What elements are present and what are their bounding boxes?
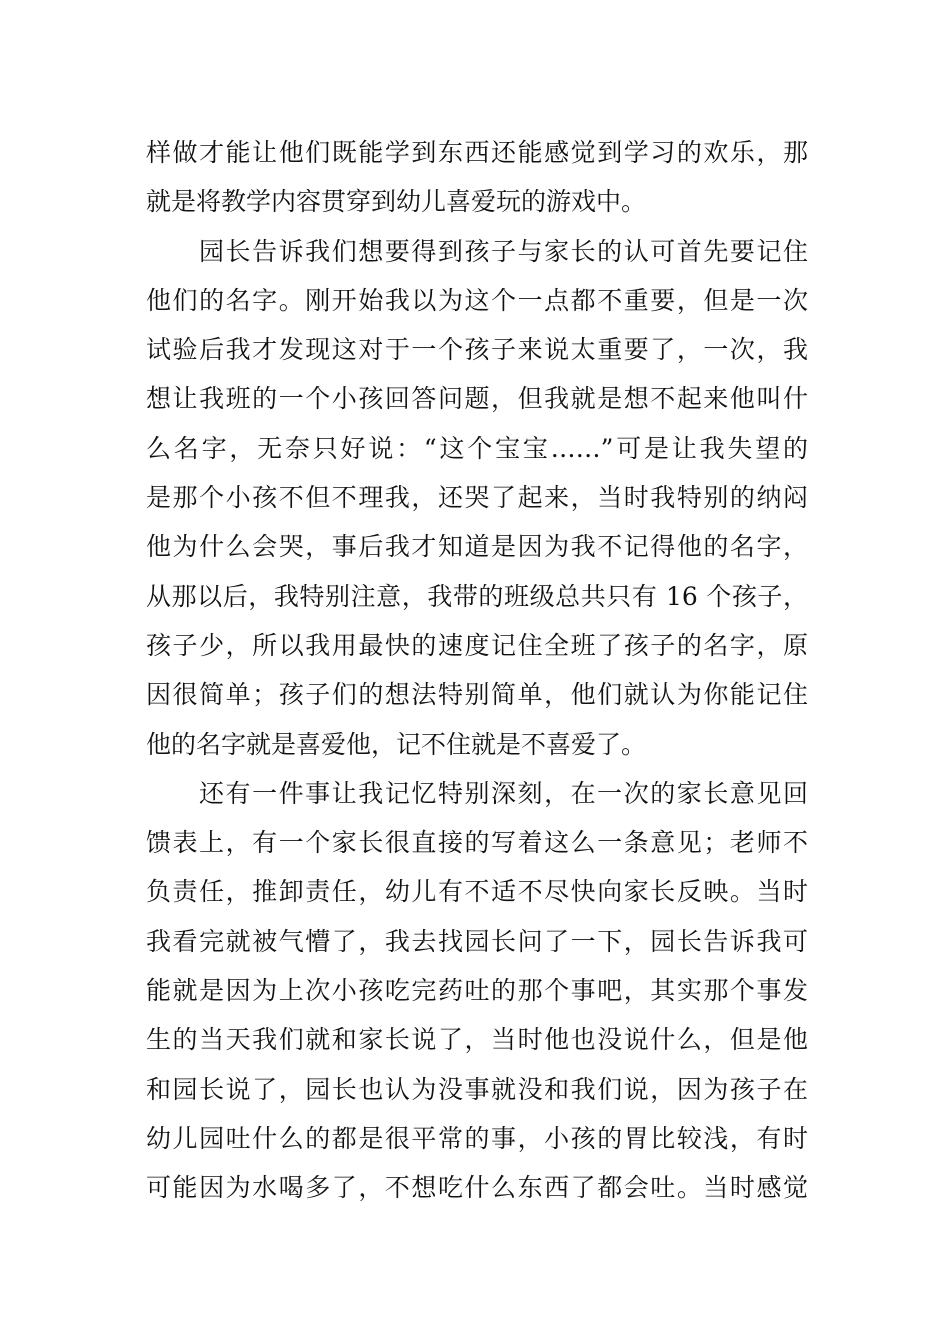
paragraph-first-line: 园长告诉我们想要得到孩子与家长的认可首先要记住 bbox=[199, 236, 808, 266]
text-line: 可能因为水喝多了，不想吃什么东西了都会吐。当时感觉 bbox=[146, 1173, 808, 1203]
text-line: 因很简单；孩子们的想法特别简单，他们就认为你能记住 bbox=[146, 680, 808, 710]
text-line: 馈表上，有一个家长很直接的写着这么一条意见；老师不 bbox=[146, 828, 808, 858]
text-line: 他的名字就是喜爱他，记不住就是不喜爱了。 bbox=[146, 729, 647, 759]
text-line: 孩子少，所以我用最快的速度记住全班了孩子的名字，原 bbox=[146, 630, 808, 660]
text-line: 从那以后，我特别注意，我带的班级总共只有 16 个孩子， bbox=[146, 581, 808, 611]
text-line: 样做才能让他们既能学到东西还能感觉到学习的欢乐，那 bbox=[146, 138, 808, 167]
text-line: 我看完就被气懵了，我去找园长问了一下，园长告诉我可 bbox=[146, 926, 808, 956]
text-line: 负责任，推卸责任，幼儿有不适不尽快向家长反映。当时 bbox=[146, 877, 808, 907]
text-line: 他为什么会哭，事后我才知道是因为我不记得他的名字， bbox=[146, 532, 808, 562]
document-body bbox=[146, 128, 808, 1213]
text-line: 生的当天我们就和家长说了，当时他也没说什么，但是他 bbox=[146, 1025, 808, 1055]
text-line: 幼儿园吐什么的都是很平常的事，小孩的胃比较浅，有时 bbox=[146, 1123, 808, 1153]
text-line: 他们的名字。刚开始我以为这个一点都不重要，但是一次 bbox=[146, 285, 808, 315]
text-line: 和园长说了，园长也认为没事就没和我们说，因为孩子在 bbox=[146, 1074, 808, 1104]
text-line: 么名字，无奈只好说：“这个宝宝……”可是让我失望的 bbox=[146, 433, 808, 463]
text-line: 想让我班的一个小孩回答问题，但我就是想不起来他叫什 bbox=[146, 384, 808, 414]
text-line: 就是将教学内容贯穿到幼儿喜爱玩的游戏中。 bbox=[146, 187, 647, 217]
text-line: 试验后我才发现这对于一个孩子来说太重要了，一次，我 bbox=[146, 335, 808, 365]
text-line: 是那个小孩不但不理我，还哭了起来，当时我特别的纳闷 bbox=[146, 483, 808, 513]
paragraph-first-line: 还有一件事让我记忆特别深刻，在一次的家长意见回 bbox=[199, 778, 808, 808]
text-line: 能就是因为上次小孩吃完药吐的那个事吧，其实那个事发 bbox=[146, 976, 808, 1006]
